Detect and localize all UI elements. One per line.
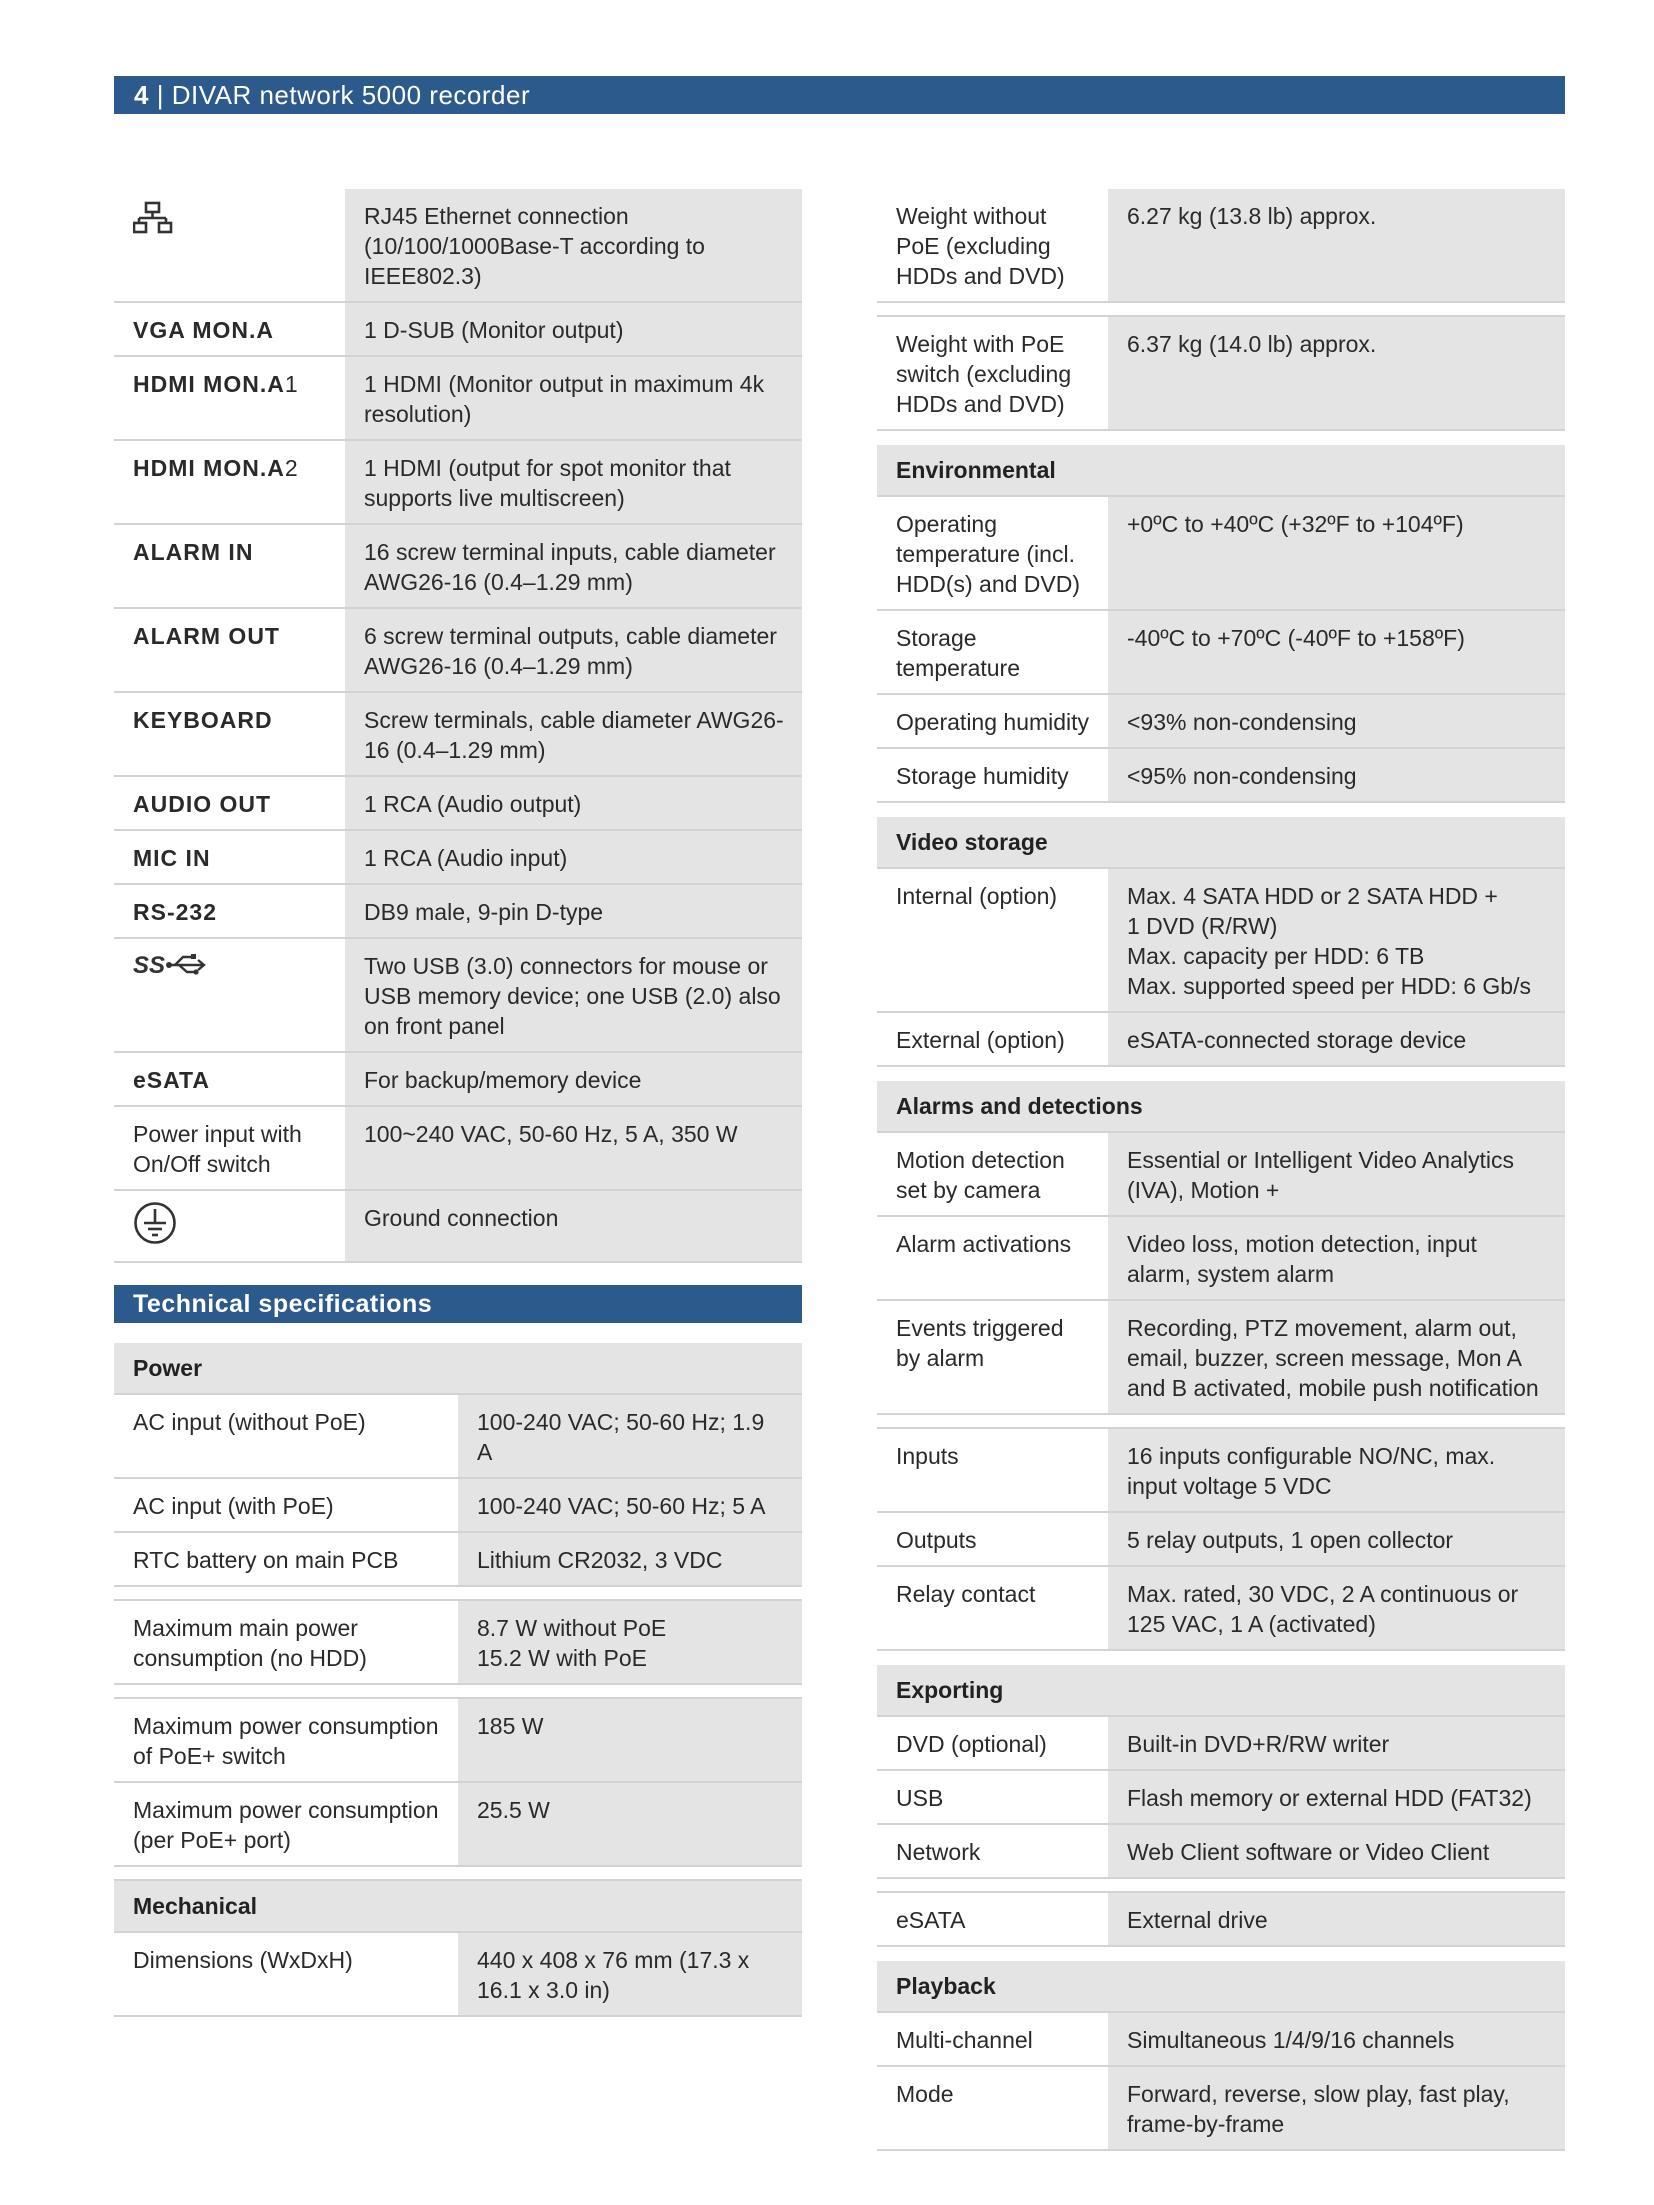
section-header: [877, 1665, 1565, 1716]
table-row: [114, 1190, 802, 1262]
spec-value-line: 8.7 W without PoE: [477, 1615, 667, 1641]
table-row: [114, 1532, 802, 1586]
table-row: [114, 189, 802, 302]
spec-value: <95% non-condensing: [1108, 748, 1565, 802]
spec-key: Weight with PoE switch (excluding HDDs and DVD): [877, 316, 1108, 430]
vga-value: 1 D-SUB (Monitor output): [345, 302, 802, 356]
spec-value: 6.27 kg (13.8 lb) approx.: [1108, 189, 1565, 302]
table-row: [877, 1824, 1565, 1878]
table-row: [877, 2066, 1565, 2150]
table-row: [877, 496, 1565, 610]
spec-value: 16 inputs configurable NO/NC, max. input voltage 5 VDC: [1108, 1428, 1565, 1512]
spec-key: Storage humidity: [877, 748, 1108, 802]
table-row: [877, 1012, 1565, 1066]
hdmi2-label-text: HDMI MON.A: [133, 455, 285, 481]
table-row: [877, 1132, 1565, 1216]
row-gap: [114, 1684, 802, 1698]
spec-key: [114, 1782, 458, 1866]
table-row: [114, 1932, 802, 2016]
section-header: [114, 1343, 802, 1394]
ground-icon: [114, 1190, 345, 1262]
spec-value: Forward, reverse, slow play, fast play, frame-by-frame: [1108, 2066, 1565, 2150]
spec-value: -40ºC to +70ºC (-40ºF to +158ºF): [1108, 610, 1565, 694]
section-header: [877, 445, 1565, 496]
mic-in-label: MIC IN: [114, 830, 345, 884]
environmental-title: Environmental: [877, 445, 1565, 496]
spec-key: Operating humidity: [877, 694, 1108, 748]
spec-value: +0ºC to +40ºC (+32ºF to +104ºF): [1108, 496, 1565, 610]
spec-key-line: (per PoE+ port): [133, 1827, 291, 1853]
exporting-title: Exporting: [877, 1665, 1565, 1716]
spec-value: 440 x 408 x 76 mm (17.3 x 16.1 x 3.0 in): [458, 1932, 802, 2016]
document-title: DIVAR network 5000 recorder: [171, 80, 531, 110]
spec-value-line: 125 VAC, 1 A (activated): [1127, 1611, 1376, 1637]
alarms-title: Alarms and detections: [877, 1081, 1565, 1132]
rs232-label: RS-232: [114, 884, 345, 938]
power-input-value: 100~240 VAC, 50-60 Hz, 5 A, 350 W: [345, 1106, 802, 1190]
alarm-out-value: 6 screw terminal outputs, cable diameter AWG26-16 (0.4–1.29 mm): [345, 608, 802, 692]
table-row: [114, 1052, 802, 1106]
table-row: [877, 868, 1565, 1012]
keyboard-value: Screw terminals, cable diameter AWG26-16 (0.4–1.29 mm): [345, 692, 802, 776]
table-row: [877, 1716, 1565, 1770]
table-row: [877, 1300, 1565, 1414]
hdmi1-label: [114, 356, 345, 440]
row-gap: [877, 1650, 1565, 1665]
spec-key: AC input (without PoE): [114, 1394, 458, 1478]
alarm-out-label: ALARM OUT: [114, 608, 345, 692]
spec-key: Internal (option): [877, 868, 1108, 1012]
spec-value-line: Max. rated, 30 VDC, 2 A continuous or: [1127, 1581, 1519, 1607]
spec-key: Storage temperature: [877, 610, 1108, 694]
spec-key: Outputs: [877, 1512, 1108, 1566]
spec-key: Maximum power consumption of PoE+ switch: [114, 1698, 458, 1782]
power-table: [114, 1343, 802, 2017]
spec-value-line: Max. supported speed per HDD: 6 Gb/s: [1127, 973, 1531, 999]
ethernet-network-icon: [114, 189, 345, 302]
row-gap: [877, 1946, 1565, 1961]
video-storage-title: Video storage: [877, 817, 1565, 868]
row-gap: [877, 1066, 1565, 1081]
spec-key: External (option): [877, 1012, 1108, 1066]
keyboard-label: KEYBOARD: [114, 692, 345, 776]
power-title: Power: [114, 1343, 802, 1394]
section-header: [877, 1961, 1565, 2012]
spec-key: Inputs: [877, 1428, 1108, 1512]
spec-key: DVD (optional): [877, 1716, 1108, 1770]
spec-value: External drive: [1108, 1892, 1565, 1946]
table-row: [877, 1566, 1565, 1650]
table-row: [114, 1478, 802, 1532]
spec-key-line: Maximum power consumption: [133, 1797, 439, 1823]
audio-out-label: AUDIO OUT: [114, 776, 345, 830]
esata-label: eSATA: [114, 1052, 345, 1106]
left-column: [114, 189, 802, 2017]
spec-key: Relay contact: [877, 1566, 1108, 1650]
spec-value: 6.37 kg (14.0 lb) approx.: [1108, 316, 1565, 430]
table-row: [877, 1770, 1565, 1824]
spec-key: Weight without PoE (excluding HDDs and DVD): [877, 189, 1108, 302]
hdmi1-label-suffix: 1: [284, 371, 299, 397]
alarm-in-value: 16 screw terminal inputs, cable diameter AWG26-16 (0.4–1.29 mm): [345, 524, 802, 608]
table-row: [877, 1428, 1565, 1512]
hdmi1-label-text: HDMI MON.A: [133, 371, 285, 397]
spec-value-line: 1 DVD (R/RW): [1127, 913, 1278, 939]
hdmi1-value: 1 HDMI (Monitor output in maximum 4k resolution): [345, 356, 802, 440]
row-gap: [877, 802, 1565, 817]
spec-value-line: Max. 4 SATA HDD or 2 SATA HDD +: [1127, 883, 1498, 909]
spec-value: Recording, PTZ movement, alarm out, email, buzzer, screen message, Mon A and B activated, mobile push notification: [1108, 1300, 1565, 1414]
mechanical-title: Mechanical: [114, 1880, 802, 1932]
spec-value-line: Max. capacity per HDD: 6 TB: [1127, 943, 1425, 969]
table-row: [114, 830, 802, 884]
spec-key: AC input (with PoE): [114, 1478, 458, 1532]
spec-value: Simultaneous 1/4/9/16 channels: [1108, 2012, 1565, 2066]
spec-value: [458, 1600, 802, 1684]
usb-value: Two USB (3.0) connectors for mouse or USB memory device; one USB (2.0) also on front panel: [345, 938, 802, 1052]
spec-key: Dimensions (WxDxH): [114, 1932, 458, 2016]
table-row: [877, 1512, 1565, 1566]
table-row: [114, 1698, 802, 1782]
spec-key: Events triggered by alarm: [877, 1300, 1108, 1414]
spec-key: Operating temperature (incl. HDD(s) and DVD): [877, 496, 1108, 610]
ground-value: Ground connection: [345, 1190, 802, 1262]
spec-key: USB: [877, 1770, 1108, 1824]
hdmi2-label: [114, 440, 345, 524]
mic-in-value: 1 RCA (Audio input): [345, 830, 802, 884]
table-row: [114, 884, 802, 938]
spec-value: [1108, 1566, 1565, 1650]
spec-key: Mode: [877, 2066, 1108, 2150]
page-number: 4: [134, 80, 149, 110]
table-row: [877, 2012, 1565, 2066]
table-row: [114, 302, 802, 356]
audio-out-value: 1 RCA (Audio output): [345, 776, 802, 830]
table-row: [877, 1892, 1565, 1946]
row-gap: [114, 1866, 802, 1880]
spec-value: Video loss, motion detection, input alarm, system alarm: [1108, 1216, 1565, 1300]
spec-value: Web Client software or Video Client: [1108, 1824, 1565, 1878]
table-row: [114, 1394, 802, 1478]
spec-value: 185 W: [458, 1698, 802, 1782]
spec-value: Built-in DVD+R/RW writer: [1108, 1716, 1565, 1770]
table-row: [114, 938, 802, 1052]
specs-table-right: [877, 189, 1565, 2151]
rs232-value: DB9 male, 9-pin D-type: [345, 884, 802, 938]
table-row: [877, 316, 1565, 430]
playback-title: Playback: [877, 1961, 1565, 2012]
spec-key: eSATA: [877, 1892, 1108, 1946]
table-row: [877, 189, 1565, 302]
spec-value: Lithium CR2032, 3 VDC: [458, 1532, 802, 1586]
ethernet-value: RJ45 Ethernet connection (10/100/1000Base-T according to IEEE802.3): [345, 189, 802, 302]
row-gap: [877, 1878, 1565, 1892]
table-row: [114, 524, 802, 608]
row-gap: [877, 1414, 1565, 1428]
spec-value: Flash memory or external HDD (FAT32): [1108, 1770, 1565, 1824]
table-row: [877, 694, 1565, 748]
table-row: [114, 1600, 802, 1684]
hdmi2-value: 1 HDMI (output for spot monitor that supports live multiscreen): [345, 440, 802, 524]
spec-value-line: 15.2 W with PoE: [477, 1645, 648, 1671]
section-header: [877, 1081, 1565, 1132]
table-row: [877, 748, 1565, 802]
header-separator: |: [156, 80, 164, 110]
hdmi2-label-suffix: 2: [284, 455, 299, 481]
table-row: [114, 1106, 802, 1190]
table-row: [114, 356, 802, 440]
table-row: [114, 692, 802, 776]
spec-value: 100-240 VAC; 50-60 Hz; 1.9 A: [458, 1394, 802, 1478]
svg-text:SS: SS: [133, 952, 166, 979]
spec-key: Network: [877, 1824, 1108, 1878]
spec-value: Essential or Intelligent Video Analytics (IVA), Motion +: [1108, 1132, 1565, 1216]
vga-label: VGA MON.A: [114, 302, 345, 356]
spec-value: 5 relay outputs, 1 open collector: [1108, 1512, 1565, 1566]
table-row: [877, 610, 1565, 694]
connectors-table: [114, 189, 802, 1263]
spec-value: <93% non-condensing: [1108, 694, 1565, 748]
right-column: [877, 189, 1565, 2151]
row-gap: [877, 430, 1565, 445]
table-row: [114, 776, 802, 830]
table-row: [114, 608, 802, 692]
usb-superspeed-icon: [114, 938, 345, 1052]
section-header: [877, 817, 1565, 868]
spec-key: Motion detection set by camera: [877, 1132, 1108, 1216]
page-header: [114, 76, 1565, 114]
esata-value: For backup/memory device: [345, 1052, 802, 1106]
spec-key: RTC battery on main PCB: [114, 1532, 458, 1586]
alarm-in-label: ALARM IN: [114, 524, 345, 608]
row-gap: [114, 1586, 802, 1600]
row-gap: [877, 302, 1565, 316]
table-row: [114, 440, 802, 524]
spec-value: 100-240 VAC; 50-60 Hz; 5 A: [458, 1478, 802, 1532]
spec-value: [1108, 868, 1565, 1012]
spec-value: eSATA-connected storage device: [1108, 1012, 1565, 1066]
spec-key: Multi-channel: [877, 2012, 1108, 2066]
technical-specifications-heading: Technical specifications: [114, 1285, 802, 1323]
table-row: [114, 1782, 802, 1866]
section-header: [114, 1880, 802, 1932]
power-input-label: Power input with On/Off switch: [114, 1106, 345, 1190]
table-row: [877, 1216, 1565, 1300]
spec-key: Maximum main power consumption (no HDD): [114, 1600, 458, 1684]
spec-value: 25.5 W: [458, 1782, 802, 1866]
spec-key: Alarm activations: [877, 1216, 1108, 1300]
